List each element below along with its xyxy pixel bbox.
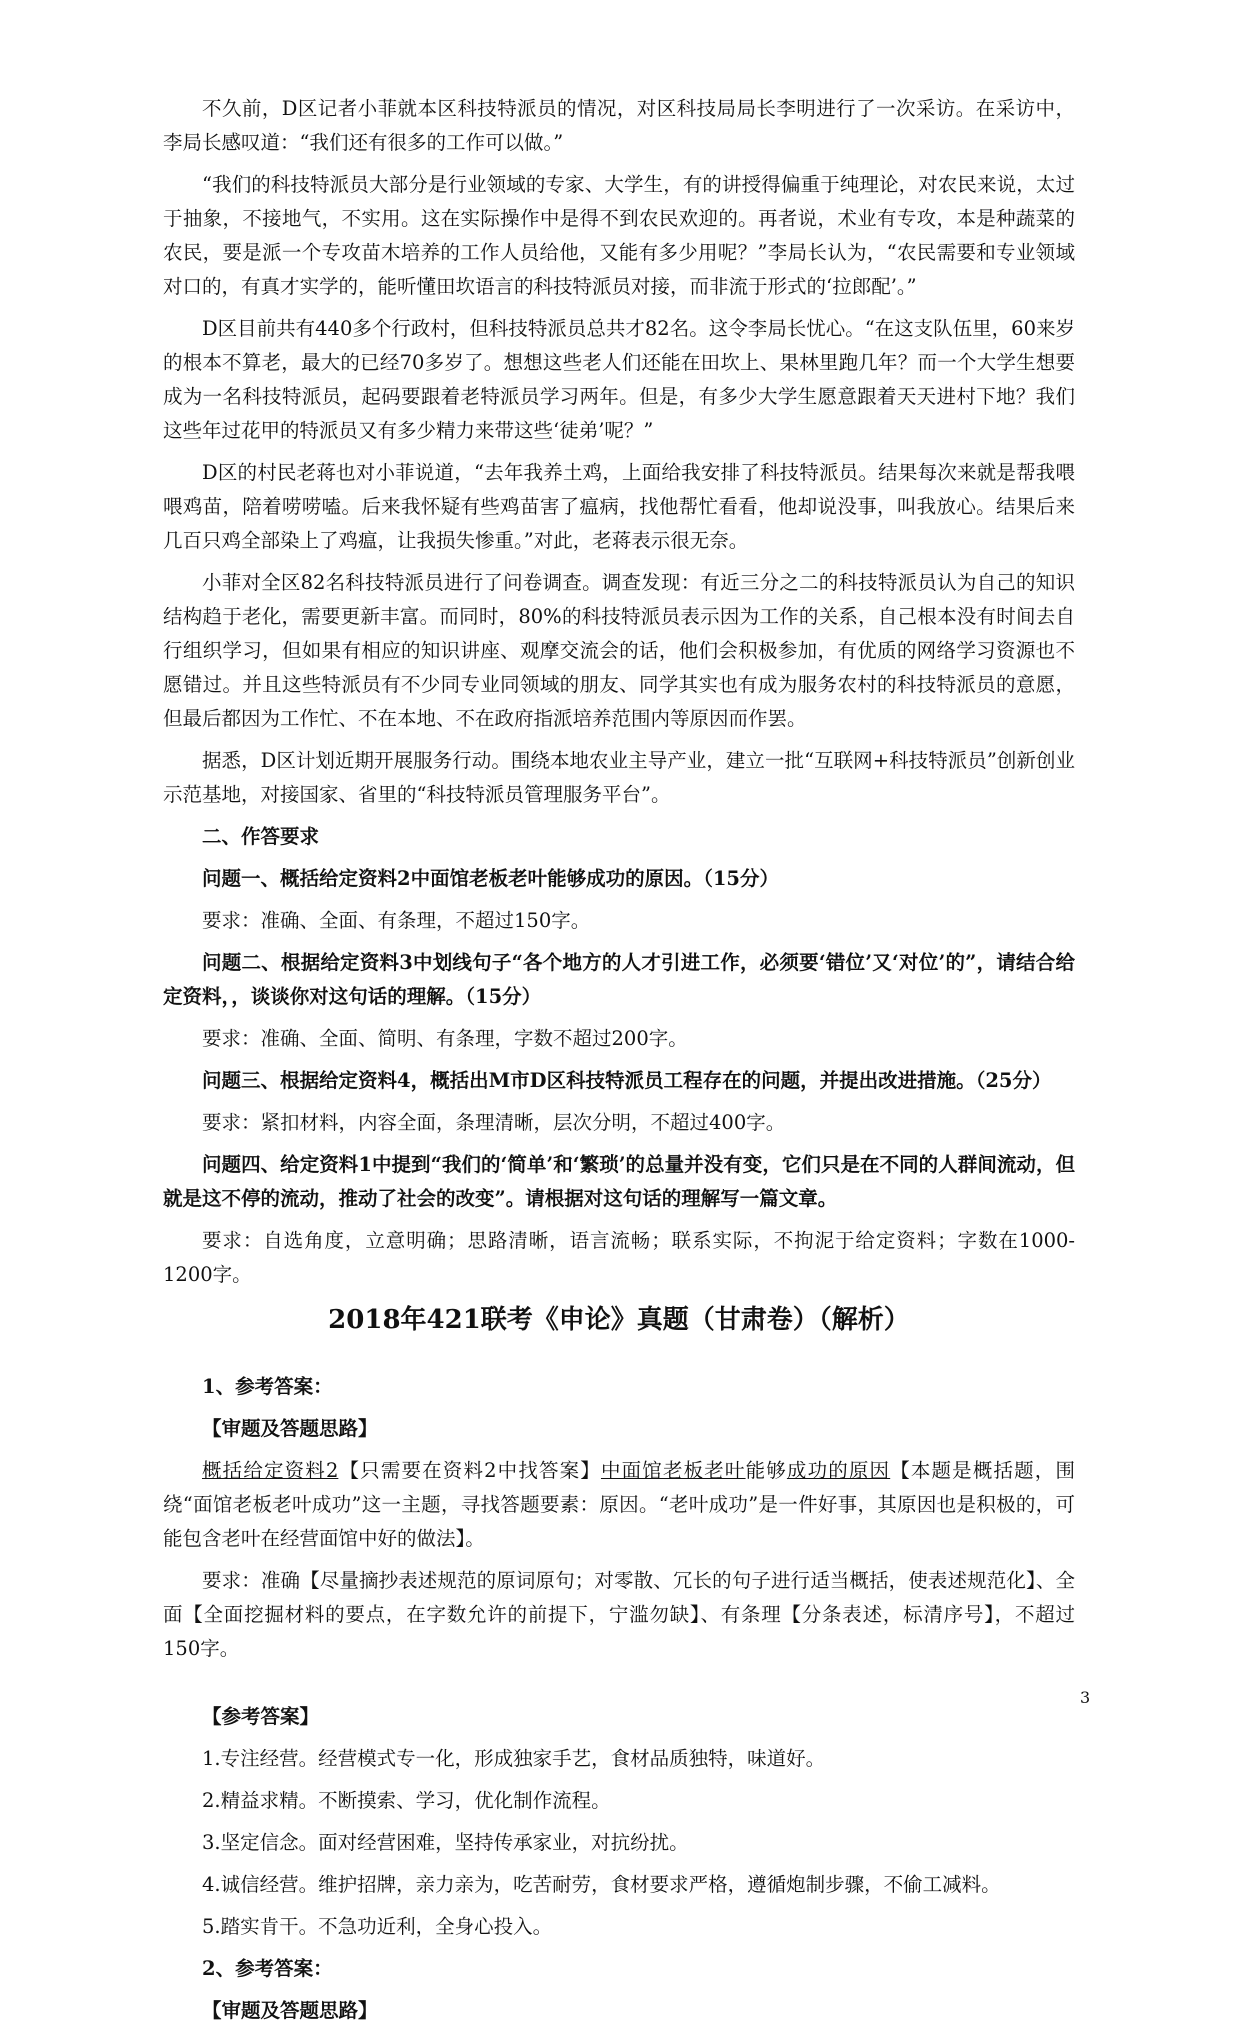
answer-1-thinking-label: 【审题及答题思路】 xyxy=(202,1417,378,1440)
question-4-requirement: 要求：自选角度，立意明确；思路清晰，语言流畅；联系实际，不拘泥于给定资料；字数在1000-1200字。 xyxy=(163,1229,1075,1286)
question-3: 问题三、根据给定资料4，概括出M市D区科技特派员工程存在的问题，并提出改进措施。（25分） xyxy=(202,1069,1052,1092)
answer-1-reference-heading: 【参考答案】 xyxy=(202,1705,320,1728)
underlined-phrase: 中面馆老板老叶 xyxy=(600,1459,746,1482)
underlined-phrase: 成功的原因 xyxy=(786,1459,891,1482)
spacer xyxy=(163,1674,1075,1700)
answer-2-heading: 2、参考答案： xyxy=(202,1957,333,1980)
answer-item: 5.踏实肯干。不急功近利，全身心投入。 xyxy=(202,1915,553,1938)
answer-item: 4.诚信经营。维护招牌，亲力亲为，吃苦耐劳，食材要求严格，遵循炮制步骤，不偷工减料。 xyxy=(202,1873,1001,1896)
question-1: 问题一、概括给定资料2中面馆老板老叶能够成功的原因。（15分） xyxy=(202,867,779,890)
requirements-heading: 二、作答要求 xyxy=(202,825,320,848)
interview-paragraph-3: D区目前共有440多个行政村，但科技特派员总共才82名。这令李局长忧心。“在这支队伍里，60来岁的根本不算老，最大的已经70多岁了。想想这些老人们还能在田坎上、果林里跑几年？而一个大学生想要成为一名科技特派员，起码要跟着老特派员学习两年。但是，有多少大学生愿意跟着天天进村下地？我们这些年过花甲的特派员又有多少精力来带这些‘徒弟’呢？” xyxy=(163,317,1075,442)
question-4: 问题四、给定资料1中提到“我们的‘简单’和‘繁琐’的总量并没有变，它们只是在不同的人群间流动，但就是这不停的流动，推动了社会的改变”。请根据对这句话的理解写一篇文章。 xyxy=(163,1153,1075,1210)
page-number: 3 xyxy=(1080,1688,1091,1707)
interview-paragraph-2: “我们的科技特派员大部分是行业领域的专家、大学生，有的讲授得偏重于纯理论，对农民来说，太过于抽象，不接地气，不实用。这在实际操作中是得不到农民欢迎的。再者说，术业有专攻，本是种蔬菜的农民，要是派一个专攻苗木培养的工作人员给他，又能有多少用呢？”李局长认为，“农民需要和专业领域对口的，有真才实学的，能听懂田坎语言的科技特派员对接，而非流于形式的‘拉郎配’。” xyxy=(163,173,1075,298)
plan-paragraph: 据悉，D区计划近期开展服务行动。围绕本地农业主导产业，建立一批“互联网+科技特派员”创新创业示范基地，对接国家、省里的“科技特派员管理服务平台”。 xyxy=(163,749,1075,806)
page-content xyxy=(163,92,1075,2036)
answer-2-thinking-label: 【审题及答题思路】 xyxy=(202,1999,378,2022)
question-1-requirement: 要求：准确、全面、有条理，不超过150字。 xyxy=(202,909,591,932)
interview-paragraph-1: 不久前，D区记者小菲就本区科技特派员的情况，对区科技局局长李明进行了一次采访。在采访中，李局长感叹道：“我们还有很多的工作可以做。” xyxy=(163,97,1075,154)
question-2-requirement: 要求：准确、全面、简明、有条理，字数不超过200字。 xyxy=(202,1027,688,1050)
answer-item: 2.精益求精。不断摸索、学习，优化制作流程。 xyxy=(202,1789,611,1812)
answer-1-analysis xyxy=(163,1454,1075,1556)
answer-1-heading: 1、参考答案： xyxy=(202,1375,333,1398)
answer-item: 1.专注经营。经营模式专一化，形成独家手艺，食材品质独特，味道好。 xyxy=(202,1747,826,1770)
answer-1-requirement: 要求：准确【尽量摘抄表述规范的原词原句；对零散、冗长的句子进行适当概括，使表述规范化】、全面【全面挖掘材料的要点，在字数允许的前提下，宁滥勿缺】、有条理【分条表述，标清序号】，不超过150字。 xyxy=(163,1569,1075,1660)
answer-item: 3.坚定信念。面对经营困难，坚持传承家业，对抗纷扰。 xyxy=(202,1831,689,1854)
plain-text: 能够 xyxy=(745,1459,787,1482)
underlined-phrase: 概括给定资料2 xyxy=(202,1459,339,1482)
interview-paragraph-4: D区的村民老蒋也对小菲说道，“去年我养土鸡，上面给我安排了科技特派员。结果每次来就是帮我喂喂鸡苗，陪着唠唠嗑。后来我怀疑有些鸡苗害了瘟病，找他帮忙看看，他却说没事，叫我放心。结果后来几百只鸡全部染上了鸡瘟，让我损失惨重。”对此，老蒋表示很无奈。 xyxy=(163,461,1075,552)
question-3-requirement: 要求：紧扣材料，内容全面，条理清晰，层次分明，不超过400字。 xyxy=(202,1111,786,1134)
analysis-title: 2018年421联考《申论》真题（甘肃卷）（解析） xyxy=(328,1305,910,1335)
survey-paragraph: 小菲对全区82名科技特派员进行了问卷调查。调查发现：有近三分之二的科技特派员认为自己的知识结构趋于老化，需要更新丰富。而同时，80%的科技特派员表示因为工作的关系，自己根本没有时间去自行组织学习，但如果有相应的知识讲座、观摩交流会的话，他们会积极参加，有优质的网络学习资源也不愿错过。并且这些特派员有不少同专业同领域的朋友、同学其实也有成为服务农村的科技特派员的意愿，但最后都因为工作忙、不在本地、不在政府指派培养范围内等原因而作罢。 xyxy=(163,571,1075,730)
annotation: 【本题是概括题，围绕“面馆老板老叶成功”这一主题，寻找答题要素：原因。“老叶成功”是一件好事，其原因也是积极的，可能包含老叶在经营面馆中好的做法】。 xyxy=(163,1459,1075,1550)
annotation: 【只需要在资料2中找答案】 xyxy=(338,1459,601,1482)
question-2: 问题二、根据给定资料3中划线句子“各个地方的人才引进工作，必须要‘错位’又‘对位’的”，请结合给定资料，，谈谈你对这句话的理解。（15分） xyxy=(163,951,1075,1008)
